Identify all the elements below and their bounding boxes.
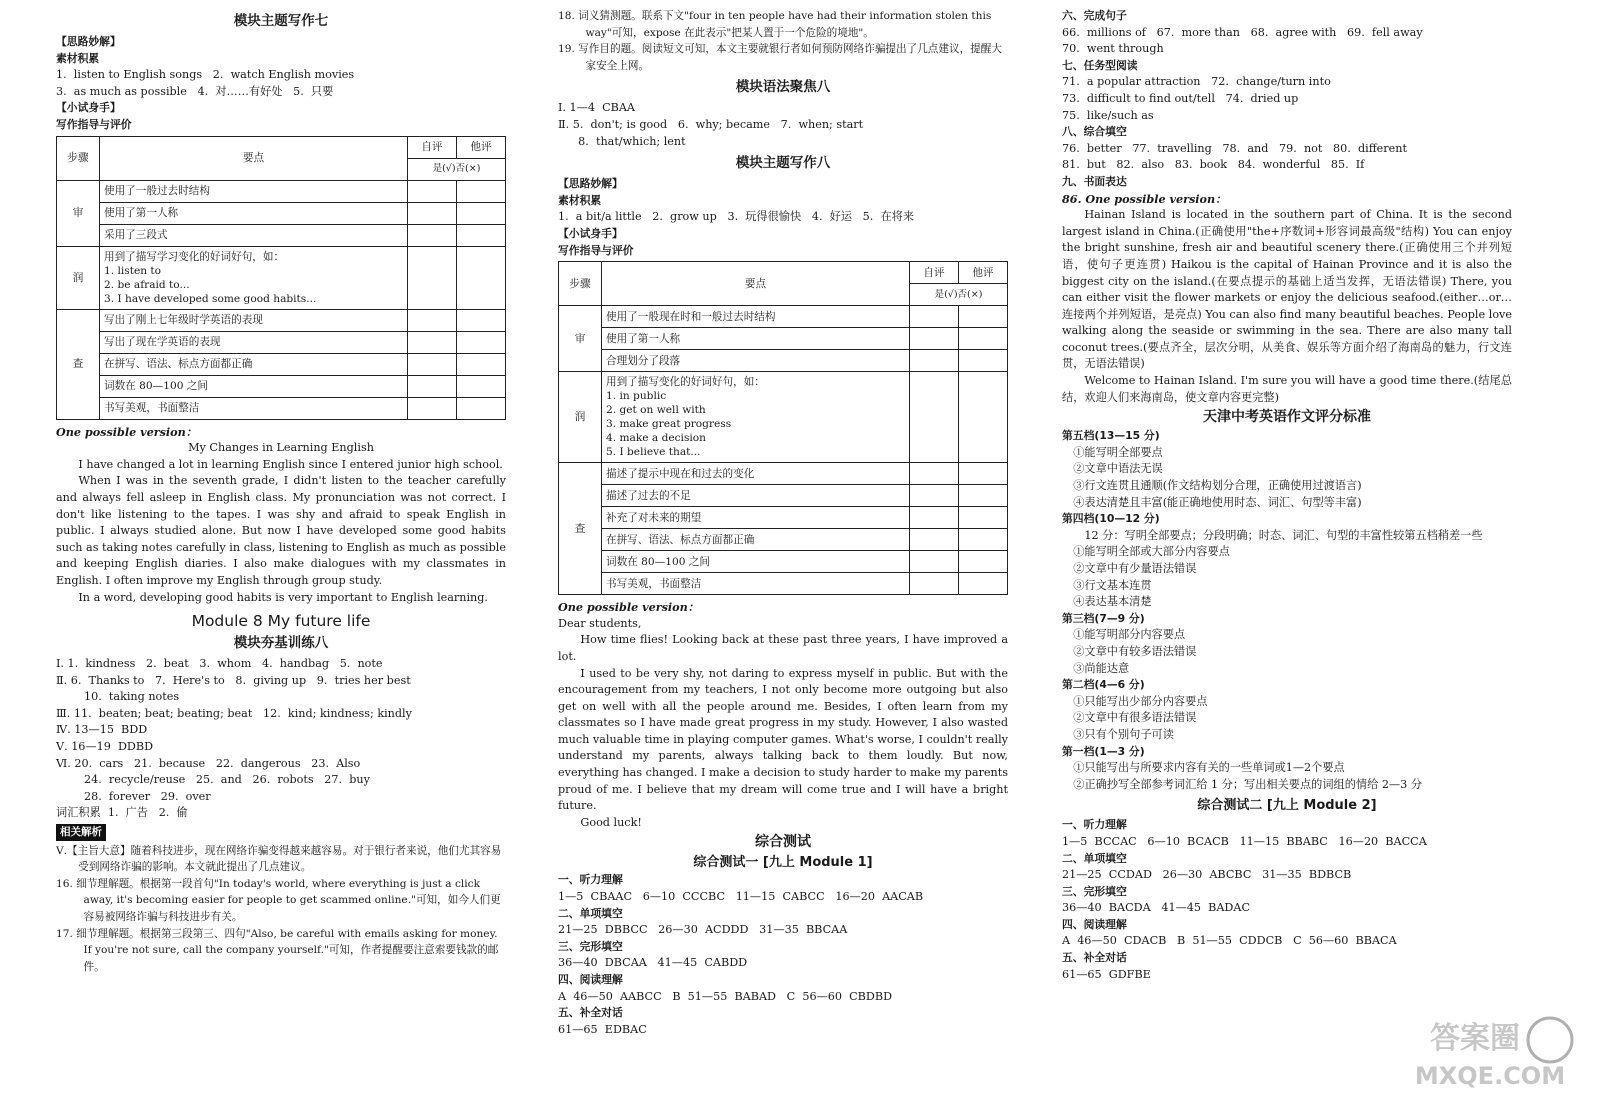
section-label: 写作指导与评价 <box>56 117 132 131</box>
cell-line: 3. make great progress <box>606 418 732 431</box>
section-label: 素材积累 <box>56 51 100 65</box>
section-label: 【思路妙解】 <box>558 177 623 191</box>
criteria-line: ③行文连贯且通顺(作文结构划分合理，正确使用过渡语言) <box>1073 479 1362 493</box>
analysis-text: 19. 写作目的题。阅读短文可知，本文主要就银行者如何预防网络诈骗提出了几点建议，提醒大家安全上网。 <box>558 43 1002 72</box>
test-subheading: 综合测试二 [九上 Module 2] <box>1197 798 1377 814</box>
module-heading: Module 8 My future life <box>191 612 371 631</box>
criteria-line: ④表达清楚且丰富(能正确地使用时态、词汇、句型等丰富) <box>1073 495 1362 509</box>
section-label: 写作指导与评价 <box>558 243 634 257</box>
section-title: 模块主题写作八 <box>735 155 831 172</box>
cell-line: 用到了描写变化的好词好句，如： <box>606 376 765 389</box>
criteria-line: ①只能写出与所要求内容有关的一些单词或1—2个要点 <box>1073 761 1345 775</box>
watermark-circle <box>1528 1018 1572 1062</box>
essay-paragraph: I used to be very shy, not daring to express myself in public. But with the encouragement from my teachers, I not only become more outgoing but also get on well with all the people around me. Besides, I often learn from my classmates so I have made great progress in my study. However, I also wasted much valuable time in playing computer games. What's worse, I couldn't really understand my parents, always talking back to them loudly. But now, everything has changed. I make a decision to study harder to make my parents proud of me. I believe that my dream will come true and I will have a bright future. <box>558 666 1008 813</box>
analysis-text: 17. 细节理解题。根据第三段第三、四句"Also, be careful with emails asking for money. If you're not sure, call the company yourself."可知，作者提醒要注意索要钱款的邮件。 <box>56 927 499 973</box>
evaluation-table <box>558 261 1008 595</box>
essay-title: My Changes in Learning English <box>188 441 374 455</box>
grade-label: 第三档(7—9 分) <box>1062 611 1145 625</box>
answer-line: 61—65 GDFBE <box>1062 967 1151 981</box>
section-title: 模块主题写作七 <box>233 13 329 29</box>
sample-label: 86. One possible version： <box>1062 191 1227 206</box>
section-label: 素材积累 <box>558 193 602 207</box>
answer-line: 28. forever 29. over <box>84 789 211 803</box>
cell-line: 用到了描写学习变化的好词好句，如： <box>104 250 285 263</box>
essay-paragraph: When I was in the seventh grade, I didn't listen to the teacher carefully and always fell asleep in English class. My pronunciation was not correct. I don't like listening to the tapes. I was shy and afraid to speak English in public. I always studied alone. But now I have developed some good habits such as taking notes carefully in class, listening to English as much as possible and keeping English diaries. I also make dialogues with my classmates in English. I often improve my English through group study. <box>56 474 506 587</box>
table-cell: 合理划分了段落 <box>602 350 910 372</box>
table-header: 自评 <box>408 136 457 158</box>
grade-label: 第一档(1—3 分) <box>1062 744 1145 758</box>
cell-line: 1. listen to <box>104 264 162 277</box>
answer-line: Ⅱ. 6. Thanks to 7. Here's to 8. giving up 9. tries her best <box>56 673 411 687</box>
test-subheading: 综合测试一 [九上 Module 1] <box>693 855 873 871</box>
section-label: 九、书面表达 <box>1062 174 1127 188</box>
criteria-line: ①能写明部分内容要点 <box>1073 628 1186 642</box>
cell-line: 5. I believe that... <box>606 446 701 459</box>
answer-line: Ⅵ. 20. cars 21. because 22. dangerous 23. Also <box>56 756 361 770</box>
criteria-line: ④表达基本清楚 <box>1073 595 1152 609</box>
table-cell: 补充了对未来的期望 <box>602 507 910 529</box>
criteria-line: ①能写明全部或大部分内容要点 <box>1073 545 1230 559</box>
criteria-line: ①只能写出少部分内容要点 <box>1073 694 1208 708</box>
answer-line: 71. a popular attraction 72. change/turn into <box>1062 75 1331 89</box>
answer-line: Ⅲ. 11. beaten; beat; beating; beat 12. kind; kindness; kindly <box>56 706 412 720</box>
analysis-text: Ⅴ.【主旨大意】随着科技进步，现在网络诈骗变得越来越容易。对于银行者来说，他们尤其容易受到网络诈骗的影响。本文就此提出了几点建议。 <box>56 844 502 874</box>
answer-line: 36—40 BACDA 41—45 BADAC <box>1062 901 1251 915</box>
table-cell: 词数在 80—100 之间 <box>100 375 408 397</box>
table-cell: 在拼写、语法、标点方面都正确 <box>602 529 910 551</box>
answer-line: Ⅳ. 13—15 BDD <box>56 723 148 737</box>
left-column <box>56 8 506 975</box>
criteria-line: ③尚能达意 <box>1073 661 1130 675</box>
answer-line: 1. listen to English songs 2. watch English movies <box>56 68 355 82</box>
essay-paragraph: Welcome to Hainan Island. I'm sure you will have a good time there.(结尾总结，欢迎人们来海南岛，使文章内容更完整) <box>1062 374 1512 404</box>
essay-paragraph: In a word, developing good habits is very important to English learning. <box>78 590 488 604</box>
table-header: 他评 <box>959 262 1008 284</box>
sample-label: One possible version： <box>558 600 699 615</box>
table-cell <box>100 246 408 309</box>
answer-line: Ⅴ. 16—19 DDBD <box>56 740 154 754</box>
table-cell <box>602 372 910 463</box>
answer-line: 70. went through <box>1062 42 1164 56</box>
essay-greeting: Dear students, <box>558 616 642 630</box>
criteria-text: 12 分：写明全部要点；分段明确；时态、词汇、句型的丰富性较第五档稍差一些 <box>1084 528 1483 542</box>
step-label: 审 <box>57 180 100 246</box>
answer-line: Ⅰ. 1—4 CBAA <box>558 101 636 115</box>
answer-line: 1. a bit/a little 2. grow up 3. 玩得很愉快 4. 好运 5. 在将来 <box>558 210 915 224</box>
table-header: 是(√)否(×) <box>408 158 506 180</box>
analysis-text: 18. 词义猜测题。联系下文"four in ten people have had their information stolen this way"可知，expose 在此表示"把某人置于一个危险的境地"。 <box>558 10 992 39</box>
right-column <box>1062 8 1512 983</box>
step-label: 查 <box>57 309 100 419</box>
essay-paragraph: Hainan Island is located in the southern part of China. It is the second largest island in China.(正确使用"the+序数词+形容词最高级"结构) You can enjoy the bright sunshine, fresh air and beautiful scenery there.(正确使用三个并列短语，使句子更连贯) Haikou is the capital of Hainan Province and it is also the biggest city on the island.(在要点提示的基础上适当发挥，无语法错误) There, you can either visit the flower markets or enjoy the delicious seafood.(either…or…连接两个并列短语，是亮点) You can also find many beautiful beaches. People love walking along the seaside or swimming in the sea. There are also many tall coconut trees.(要点齐全，层次分明，从美食、娱乐等方面介绍了海南岛的魅力，行文连贯，无语法错误) <box>1062 208 1512 371</box>
step-label: 查 <box>559 463 602 595</box>
table-cell: 书写美观，书面整洁 <box>100 397 408 419</box>
standard-title: 天津中考英语作文评分标准 <box>1203 409 1371 426</box>
cell-line: 3. I have developed some good habits... <box>104 292 317 305</box>
table-cell: 描述了提示中现在和过去的变化 <box>602 463 910 485</box>
answer-line: 61—65 EDBAC <box>558 1022 647 1036</box>
essay-paragraph: Good luck! <box>580 815 642 829</box>
answer-line: 10. taking notes <box>84 690 180 704</box>
section-label: 【小试身手】 <box>558 226 623 240</box>
step-label: 审 <box>559 306 602 372</box>
answer-line: 词汇积累 1. 广告 2. 偷 <box>56 806 188 820</box>
section-label: 六、完成句子 <box>1062 9 1127 22</box>
criteria-line: ③只有个别句子可读 <box>1073 727 1174 741</box>
watermark-site: MXQE.COM <box>1414 1062 1566 1090</box>
table-cell: 书写美观，书面整洁 <box>602 573 910 595</box>
cell-line: 1. in public <box>606 390 667 403</box>
grade-label: 第二档(4—6 分) <box>1062 678 1145 692</box>
table-header: 自评 <box>910 262 959 284</box>
section-label: 二、单项填空 <box>1062 851 1127 865</box>
criteria-line: ②文章中语法无误 <box>1073 462 1163 476</box>
section-label: 三、完形填空 <box>558 939 623 953</box>
criteria-line: ②文章中有少量语法错误 <box>1073 562 1197 575</box>
table-cell: 在拼写、语法、标点方面都正确 <box>100 353 408 375</box>
section-label: 一、听力理解 <box>1062 818 1127 832</box>
grade-label: 第五档(13—15 分) <box>1062 429 1160 443</box>
section-label: 三、完形填空 <box>1062 884 1127 898</box>
watermark-brand: 答案圈 <box>1430 1021 1520 1056</box>
cell-line: 2. get on well with <box>606 404 706 417</box>
cell-line: 2. be afraid to... <box>104 278 190 291</box>
criteria-line: ②正确抄写全部参考词汇给 1 分；写出相关要点的词组的情给 2—3 分 <box>1073 777 1423 791</box>
answer-line: 75. like/such as <box>1062 108 1154 122</box>
criteria-line: ③行文基本连贯 <box>1073 578 1152 592</box>
section-label: 五、补全对话 <box>1062 951 1127 965</box>
criteria-line: ②文章中有较多语法错误 <box>1073 644 1197 658</box>
table-cell: 写出了现在学英语的表现 <box>100 331 408 353</box>
answer-line: Ⅱ. 5. don't; is good 6. why; became 7. when; start <box>558 117 864 131</box>
section-label: 八、综合填空 <box>1062 125 1127 139</box>
answer-line: 1—5 BCCAC 6—10 BCACB 11—15 BBABC 16—20 BACCA <box>1062 834 1427 848</box>
answer-line: A 46—50 CDACB B 51—55 CDDCB C 56—60 BBACA <box>1062 934 1397 948</box>
essay-paragraph: I have changed a lot in learning English since I entered junior high school. <box>78 457 503 471</box>
answer-line: 76. better 77. travelling 78. and 79. not 80. different <box>1062 141 1407 155</box>
table-cell: 使用了第一人称 <box>602 328 910 350</box>
analysis-badge: 相关解析 <box>56 824 106 841</box>
section-title: 模块语法聚焦八 <box>735 79 831 96</box>
answer-line: Ⅰ. 1. kindness 2. beat 3. whom 4. handbag 5. note <box>56 657 383 671</box>
answer-line: 3. as much as possible 4. 对……有好处 5. 只要 <box>56 84 334 98</box>
answer-line: 36—40 DBCAA 41—45 CABDD <box>558 956 748 970</box>
answer-line: 81. but 82. also 83. book 84. wonderful 85. If <box>1062 158 1365 172</box>
answer-line: 21—25 CCDAD 26—30 ABCBC 31—35 BDBCB <box>1062 868 1352 882</box>
table-header: 步骤 <box>57 136 100 180</box>
test-heading: 综合测试 <box>755 834 811 851</box>
table-header: 是(√)否(×) <box>910 284 1008 306</box>
answer-line: 73. difficult to find out/tell 74. dried up <box>1062 91 1299 105</box>
section-label: 二、单项填空 <box>558 906 623 920</box>
sample-label: One possible version： <box>56 424 197 439</box>
essay-paragraph: How time flies! Looking back at these past three years, I have improved a lot. <box>558 633 1008 663</box>
answer-line: 1—5 CBAAC 6—10 CCCBC 11—15 CABCC 16—20 AACAB <box>558 890 924 904</box>
table-cell: 词数在 80—100 之间 <box>602 551 910 573</box>
section-label: 一、听力理解 <box>558 873 623 887</box>
table-cell: 描述了过去的不足 <box>602 485 910 507</box>
step-label: 润 <box>57 246 100 309</box>
analysis-text: 16. 细节理解题。根据第一段首句"In today's world, where everything is just a click away, it's becoming easier for people to get scammed online."可知，如今人们更容易被网络诈骗与科技进步有关。 <box>56 877 501 923</box>
table-cell: 使用了一般现在时和一般过去时结构 <box>602 306 910 328</box>
section-label: 【小试身手】 <box>56 101 121 115</box>
answer-line: 66. millions of 67. more than 68. agree with 69. fell away <box>1062 25 1423 39</box>
criteria-line: ①能写明全部要点 <box>1073 445 1163 459</box>
answer-line: A 46—50 AABCC B 51—55 BABAD C 56—60 CBDBD <box>558 989 893 1003</box>
section-label: 四、阅读理解 <box>558 973 623 986</box>
criteria-line: ②文章中有很多语法错误 <box>1073 711 1197 725</box>
table-cell: 使用了一般过去时结构 <box>100 180 408 202</box>
table-header: 步骤 <box>559 262 602 306</box>
section-title: 模块夯基训练八 <box>233 635 329 652</box>
step-label: 润 <box>559 372 602 463</box>
section-label: 七、任务型阅读 <box>1062 58 1138 72</box>
section-label: 五、补全对话 <box>558 1006 623 1020</box>
answer-line: 24. recycle/reuse 25. and 26. robots 27. buy <box>84 773 370 787</box>
watermark-logo <box>1380 1010 1580 1090</box>
table-header: 他评 <box>457 136 506 158</box>
answer-line: 8. that/which; lent <box>578 134 686 148</box>
section-label: 【思路妙解】 <box>56 35 121 48</box>
table-cell: 使用了第一人称 <box>100 202 408 224</box>
table-cell: 采用了三段式 <box>100 224 408 246</box>
section-label: 四、阅读理解 <box>1062 917 1127 931</box>
answer-line: 21—25 DBBCC 26—30 ACDDD 31—35 BBCAA <box>558 923 848 937</box>
middle-column <box>558 8 1008 1038</box>
table-cell: 写出了刚上七年级时学英语的表现 <box>100 309 408 331</box>
table-header: 要点 <box>602 262 910 306</box>
cell-line: 4. make a decision <box>606 432 706 445</box>
table-header: 要点 <box>100 136 408 180</box>
evaluation-table <box>56 136 506 420</box>
grade-label: 第四档(10—12 分) <box>1062 512 1160 526</box>
